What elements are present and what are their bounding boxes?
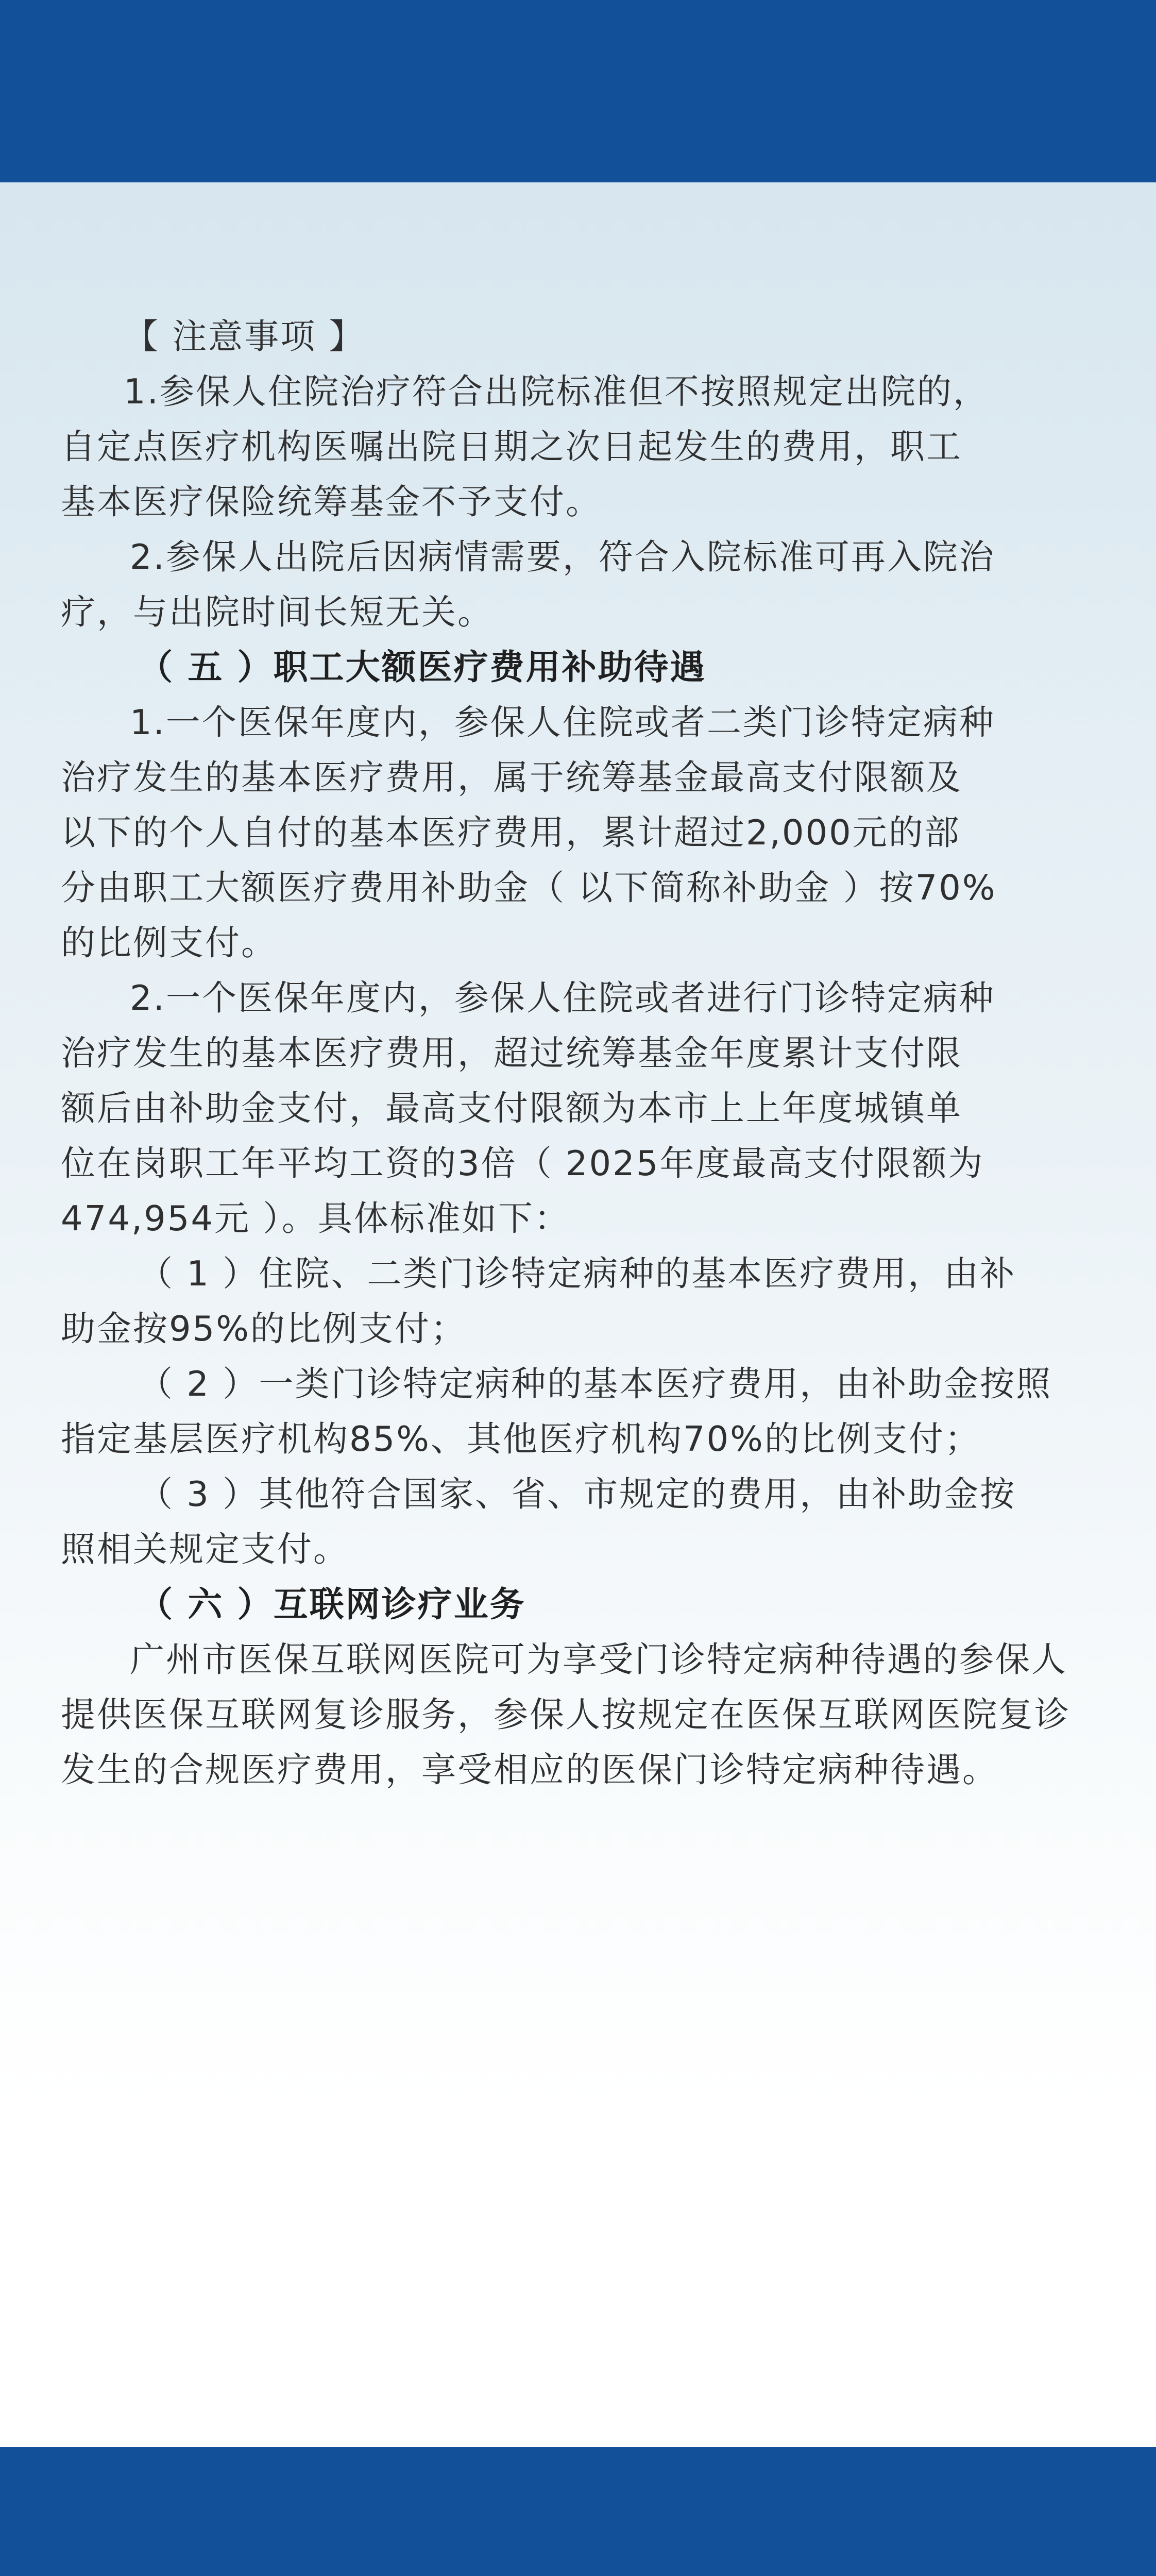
section-5-item-2-line-5: 474,954元 ）。具体标准如下： (61, 1198, 570, 1239)
section-6-line-2: 提供医保互联网复诊服务，参保人按规定在医保互联网医院复诊 (61, 1694, 1070, 1735)
notice-heading: 【 注意事项 】 (124, 316, 365, 357)
section-5-sub-2-line-2: 指定基层医疗机构85%、其他医疗机构70%的比例支付； (61, 1419, 981, 1459)
section-5-item-1-line-3: 以下的个人自付的基本医疗费用，累计超过2,000元的部 (61, 812, 961, 853)
notice-item-1-line-2: 自定点医疗机构医嘱出院日期之次日起发生的费用，职工 (61, 427, 962, 467)
section-5-item-2-line-1: 2.一个医保年度内，参保人住院或者进行门诊特定病种 (130, 978, 995, 1018)
section-6-line-1: 广州市医保互联网医院可为享受门诊特定病种待遇的参保人 (130, 1639, 1067, 1680)
section-5-item-2-line-2: 治疗发生的基本医疗费用，超过统筹基金年度累计支付限 (61, 1033, 962, 1073)
section-5-item-1-line-1: 1.一个医保年度内，参保人住院或者二类门诊特定病种 (130, 702, 995, 742)
section-5-item-1-line-4: 分由职工大额医疗费用补助金（ 以下简称补助金 ）按70% (61, 868, 997, 908)
section-5-item-2-line-4: 位在岗职工年平均工资的3倍（ 2025年度最高支付限额为 (61, 1143, 984, 1183)
section-5-sub-3-line-1: （ 3 ）其他符合国家、省、市规定的费用，由补助金按 (138, 1474, 1016, 1514)
notice-item-1-line-1: 1.参保人住院治疗符合出院标准但不按照规定出院的， (124, 371, 989, 412)
notice-item-2-line-2: 疗，与出院时间长短无关。 (61, 592, 494, 632)
notice-text-block (61, 309, 1095, 1798)
section-5-sub-1-line-2: 助金按95%的比例支付； (61, 1309, 467, 1349)
section-5-heading: （ 五 ）职工大额医疗费用补助待遇 (138, 647, 706, 687)
section-6-heading: （ 六 ）互联网诊疗业务 (138, 1584, 526, 1624)
section-5-sub-1-line-1: （ 1 ）住院、二类门诊特定病种的基本医疗费用，由补 (138, 1253, 1016, 1294)
section-5-item-1-line-5: 的比例支付。 (61, 923, 277, 963)
section-5-item-1-line-2: 治疗发生的基本医疗费用，属于统筹基金最高支付限额及 (61, 757, 962, 798)
section-5-item-2-line-3: 额后由补助金支付，最高支付限额为本市上上年度城镇单 (61, 1088, 962, 1128)
section-6-line-3: 发生的合规医疗费用，享受相应的医保门诊特定病种待遇。 (61, 1750, 998, 1790)
notice-item-1-line-3: 基本医疗保险统筹基金不予支付。 (61, 482, 602, 522)
bottom-banner (0, 2447, 1156, 2576)
section-5-sub-2-line-1: （ 2 ）一类门诊特定病种的基本医疗费用，由补助金按照 (138, 1364, 1052, 1404)
section-5-sub-3-line-2: 照相关规定支付。 (61, 1529, 349, 1569)
top-banner (0, 0, 1156, 182)
notice-item-2-line-1: 2.参保人出院后因病情需要，符合入院标准可再入院治 (130, 537, 995, 577)
